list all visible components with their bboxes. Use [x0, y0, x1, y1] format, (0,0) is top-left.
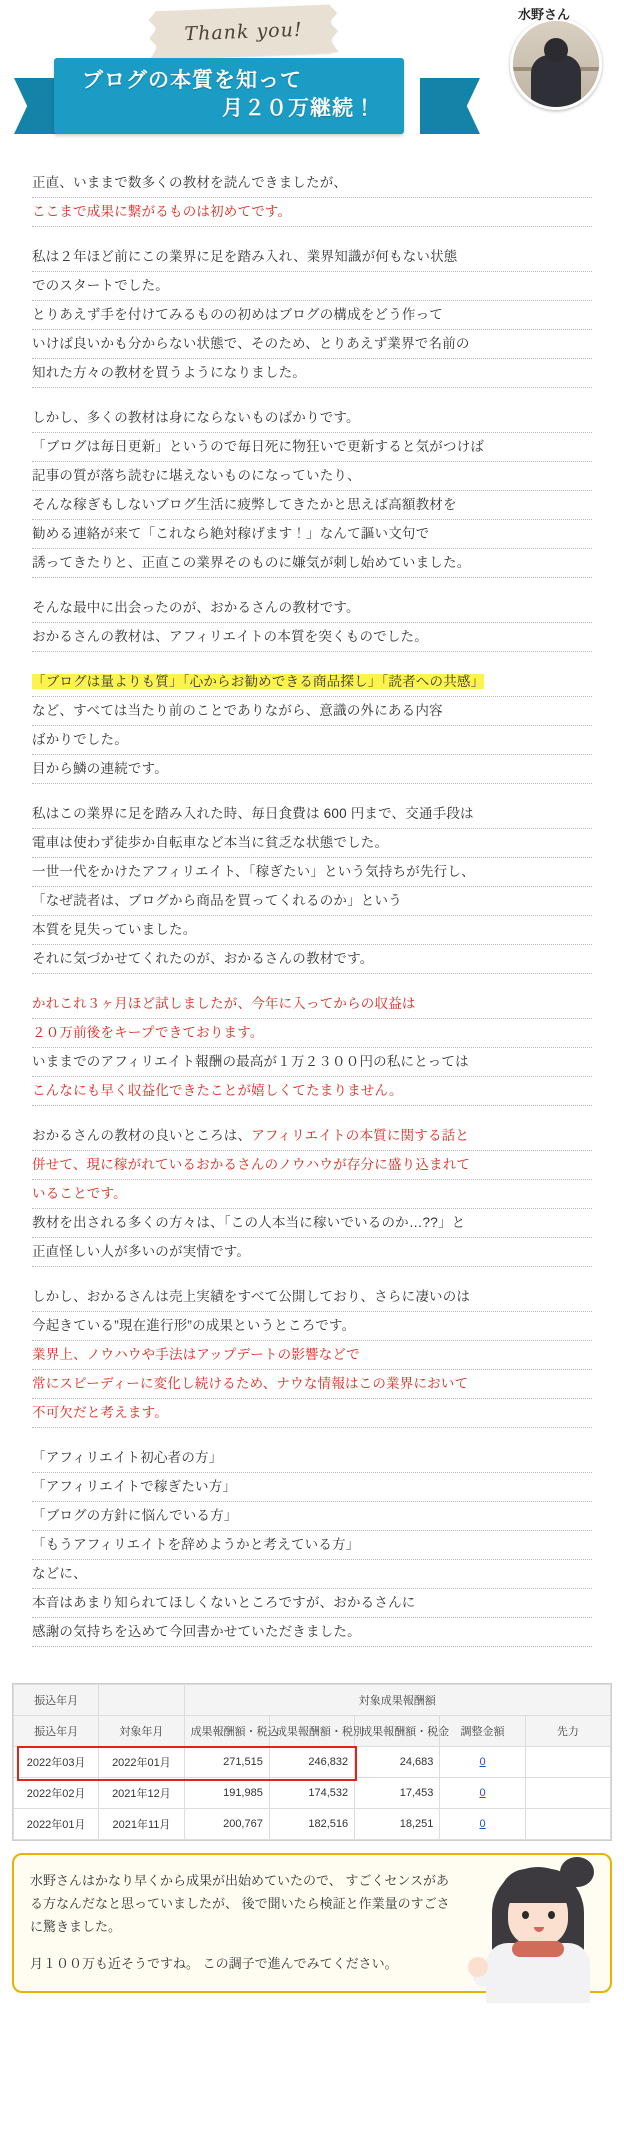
table-column-header: 調整金額: [440, 1716, 525, 1747]
table-column-header: 成果報酬額・税金: [355, 1716, 440, 1747]
table-cell: 17,453: [355, 1778, 440, 1809]
author-name: 水野さん: [518, 7, 571, 22]
text-line: ここまで成果に繋がるものは初めてです。: [32, 198, 592, 227]
text-line: 「アフィリエイト初心者の方」: [32, 1444, 592, 1473]
paragraph: [32, 594, 592, 652]
table-cell: 2022年02月: [14, 1778, 99, 1809]
paragraph: [32, 668, 592, 784]
text-line: 記事の質が落ち読むに堪えないものになっていたり、: [32, 462, 592, 491]
table-cell: 2021年12月: [99, 1778, 184, 1809]
text-line: 電車は使わず徒歩か自転車など本当に貧乏な状態でした。: [32, 829, 592, 858]
table-cell: 18,251: [355, 1809, 440, 1840]
highlighted-text: 「ブログは量よりも質」「心からお勧めできる商品探し」「読者への共感」: [32, 674, 485, 689]
group-header-total: 対象成果報酬額: [184, 1685, 610, 1716]
text-line: 教材を出される多くの方々は、「この人本当に稼いでいるのか…??」と: [32, 1209, 592, 1238]
page-header: [6, 0, 618, 165]
text-line: 今起きている”現在進行形”の成果というところです。: [32, 1312, 592, 1341]
text-segment-accent: アフィリエイトの本質に関する話と: [251, 1128, 470, 1143]
adjustment-amount-link[interactable]: 0: [479, 1787, 486, 1799]
adjustment-amount-link[interactable]: 0: [479, 1756, 486, 1768]
ribbon-title-line-1: ブログの本質を知って: [82, 68, 302, 92]
text-line: 「もうアフィリエイトを辞めようかと考えている方」: [32, 1531, 592, 1560]
text-line: かれこれ３ヶ月ほど試しましたが、今年に入ってからの収益は: [32, 990, 592, 1019]
table-cell: 246,832: [269, 1747, 354, 1778]
paragraph: [32, 990, 592, 1106]
report-table-head: [14, 1685, 611, 1747]
text-line: 私は２年ほど前にこの業界に足を踏み入れ、業界知識が何もない状態: [32, 243, 592, 272]
comment-paragraph-2: 月１００万も近そうですね。 この調子で進んでみてください。: [30, 1956, 398, 1971]
text-line: 本音はあまり知られてほしくないところですが、おかるさんに: [32, 1589, 592, 1618]
text-line: [32, 668, 592, 697]
text-line: おかるさんの教材は、アフィリエイトの本質を突くものでした。: [32, 623, 592, 652]
table-cell: [525, 1778, 610, 1809]
reviewer-comment-block: [12, 1853, 612, 2003]
table-cell: [525, 1747, 610, 1778]
table-cell-adjustment[interactable]: [440, 1747, 525, 1778]
character-eye-right: [548, 1911, 555, 1919]
table-cell: 2021年11月: [99, 1809, 184, 1840]
text-line: 業界上、ノウハウや手法はアップデートの影響などで: [32, 1341, 592, 1370]
table-column-header: 成果報酬額・税別: [269, 1716, 354, 1747]
text-line: 「なぜ読者は、ブログから商品を買ってくれるのか」という: [32, 887, 592, 916]
table-column-header: 振込年月: [14, 1716, 99, 1747]
avatar-body: [531, 55, 581, 110]
text-line: 感謝の気持ちを込めて今回書かせていただきました。: [32, 1618, 592, 1647]
text-line: ２０万前後をキープできております。: [32, 1019, 592, 1048]
table-cell-adjustment[interactable]: [440, 1778, 525, 1809]
text-line: いることです。: [32, 1180, 592, 1209]
text-line: しかし、多くの教材は身にならないものばかりです。: [32, 404, 592, 433]
text-line: 私はこの業界に足を踏み入れた時、毎日食費は 600 円まで、交通手段は: [32, 800, 592, 829]
table-cell: 191,985: [184, 1778, 269, 1809]
text-line: そんな稼ぎもしないブログ生活に疲弊してきたかと思えば高額教材を: [32, 491, 592, 520]
text-line: とりあえず手を付けてみるものの初めはブログの構成をどう作って: [32, 301, 592, 330]
character-scarf: [512, 1941, 564, 1957]
ribbon-title-line-2: 月２０万継続！: [222, 97, 376, 120]
avatar: [510, 18, 602, 110]
text-line: いけば良いかも分からない状態で、そのため、とりあえず業界で名前の: [32, 330, 592, 359]
paragraph: [32, 1283, 592, 1428]
earnings-report-table: [12, 1683, 612, 1841]
adjustment-amount-link[interactable]: 0: [479, 1818, 486, 1830]
text-line: 併せて、現に稼がれているおかるさんのノウハウが存分に盛り込まれて: [32, 1151, 592, 1180]
text-line: ばかりでした。: [32, 726, 592, 755]
report-group-header-row: [14, 1685, 611, 1716]
text-line: などに、: [32, 1560, 592, 1589]
table-cell: 200,767: [184, 1809, 269, 1840]
table-row: [14, 1747, 611, 1778]
table-column-header: 対象年月: [99, 1716, 184, 1747]
text-line: 知れた方々の教材を買うようになりました。: [32, 359, 592, 388]
table-column-header: 先力: [525, 1716, 610, 1747]
report-header-row: [14, 1716, 611, 1747]
text-line: 勧める連絡が来て「これなら絶対稼げます！」なんて謳い文句で: [32, 520, 592, 549]
table-cell: 2022年01月: [99, 1747, 184, 1778]
paragraph: [32, 800, 592, 974]
text-line: 本質を見失っていました。: [32, 916, 592, 945]
text-segment-plain: おかるさんの教材の良いところは、: [32, 1128, 252, 1143]
text-line: 常にスピーディーに変化し続けるため、ナウな情報はこの業界において: [32, 1370, 592, 1399]
text-line: 不可欠だと考えます。: [32, 1399, 592, 1428]
text-line: 正直、いままで数多くの教材を読んできましたが、: [32, 169, 592, 198]
text-line: 「アフィリエイトで稼ぎたい方」: [32, 1473, 592, 1502]
reviewer-character-illustration: [468, 1853, 608, 2003]
table-cell: 2022年03月: [14, 1747, 99, 1778]
group-header-blank-1: 振込年月: [14, 1685, 99, 1716]
paragraph: [32, 1122, 592, 1267]
table-cell: [525, 1809, 610, 1840]
table-cell: 271,515: [184, 1747, 269, 1778]
paragraph: [32, 243, 592, 388]
table-row: [14, 1809, 611, 1840]
thank-you-text: Thank you!: [184, 18, 303, 46]
text-line: 「ブログは毎日更新」というので毎日死に物狂いで更新すると気がつけば: [32, 433, 592, 462]
thank-you-tape: [155, 5, 332, 60]
text-line: 誘ってきたりと、正直この業界そのものに嫌気が刺し始めていました。: [32, 549, 592, 578]
text-line: 一世一代をかけたアフィリエイト、「稼ぎたい」という気持ちが先行し、: [32, 858, 592, 887]
comment-paragraph-1: 水野さんはかなり早くから成果が出始めていたので、 すごくセンスがある方なんだなと思っていましたが、 後で聞いたら検証と作業量のすごさに驚きました。: [30, 1873, 450, 1934]
table-cell-adjustment[interactable]: [440, 1809, 525, 1840]
avatar-head: [544, 38, 568, 62]
table-cell: 2022年01月: [14, 1809, 99, 1840]
character-hand: [468, 1957, 488, 1977]
paragraph: [32, 1444, 592, 1647]
table-row: [14, 1778, 611, 1809]
author-block: [510, 4, 606, 116]
paragraph: [32, 169, 592, 227]
text-line: しかし、おかるさんは売上実績をすべて公開しており、さらに凄いのは: [32, 1283, 592, 1312]
table-cell: 174,532: [269, 1778, 354, 1809]
text-line: いままでのアフィリエイト報酬の最高が１万２３００円の私にとっては: [32, 1048, 592, 1077]
text-line: 目から鱗の連続です。: [32, 755, 592, 784]
text-line: こんなにも早く収益化できたことが嬉しくてたまりません。: [32, 1077, 592, 1106]
text-line: そんな最中に出会ったのが、おかるさんの教材です。: [32, 594, 592, 623]
report-table-body: [14, 1747, 611, 1840]
group-header-blank-2: [99, 1685, 184, 1716]
text-line: など、すべては当たり前のことでありながら、意識の外にある内容: [32, 697, 592, 726]
testimonial-body: [6, 165, 618, 1673]
table-cell: 182,516: [269, 1809, 354, 1840]
ribbon-banner: [54, 58, 404, 134]
report-table: [13, 1684, 611, 1840]
text-line: それに気づかせてくれたのが、おかるさんの教材です。: [32, 945, 592, 974]
text-line: でのスタートでした。: [32, 272, 592, 301]
text-line: [32, 1122, 592, 1151]
table-column-header: 成果報酬額・税込: [184, 1716, 269, 1747]
paragraph: [32, 404, 592, 578]
character-eye-left: [522, 1911, 529, 1919]
character-hair-front: [500, 1869, 576, 1903]
text-line: 正直怪しい人が多いのが実情です。: [32, 1238, 592, 1267]
table-cell: 24,683: [355, 1747, 440, 1778]
ribbon-tail-right: [420, 78, 480, 134]
text-line: 「ブログの方針に悩んでいる方」: [32, 1502, 592, 1531]
